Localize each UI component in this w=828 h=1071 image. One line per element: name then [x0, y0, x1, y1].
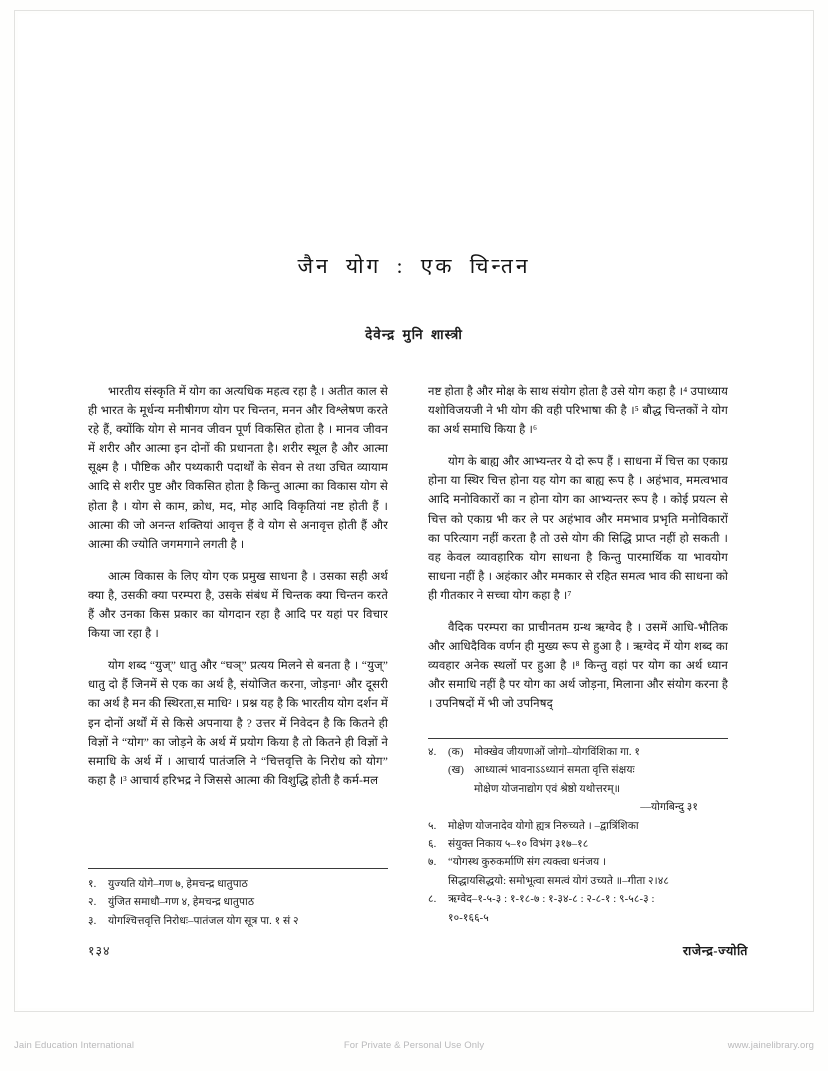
- footnote-item: [88, 876, 398, 893]
- footnote-text: युज्यति योगे–गण ७, हेमचन्द्र धातुपाठ: [108, 879, 248, 890]
- journal-name: राजेन्द्र-ज्योति: [682, 944, 748, 958]
- footnote-item: [428, 818, 740, 835]
- author-byline: देवेन्द्र मुनि शास्त्री: [365, 327, 463, 342]
- footnote-number: ५.: [428, 820, 437, 832]
- paragraph: योग शब्द “युज्” धातु और “घञ्” प्रत्यय मिलने से बनता है । “युज्” धातु दो हैं जिनमें से एक का अर्थ है, संयोजित करना, जोड़ना¹ और दूसरी का अर्थ है मन की स्थिरता,स माधि² । प्रश्न यह है कि भारतीय योग दर्शन में इन दोनों अर्थों में से किसे अपनाया है ? उत्तर में निवेदन है कि कितने ही विज्ञों ने “योग” का जोड़ने के अर्थ में प्रयोग किया है तो कितने ही विज्ञों ने समाधि के अर्थ में । आचार्य पातंजलि ने “चित्तवृत्ति के निरोध को योग” कहा है ।³ आचार्य हरिभद्र ने जिससे आत्मा की विशुद्धि होती है कर्म-मल: [88, 659, 388, 787]
- footnote-source: ––योगबिन्दु ३१: [640, 802, 698, 814]
- right-column-text: [428, 382, 728, 714]
- footnote-text: मोक्खेव जीयणाओं जोगो–योगविंशिका गा. १: [474, 747, 641, 758]
- footnote-item: [428, 799, 740, 816]
- footnote-text: संयुक्त निकाय ५–१० विभंग ३१७–१८: [448, 839, 589, 851]
- footnote-item: [88, 913, 398, 930]
- footnote-text: “योगस्थ कुरुकर्माणि संग त्यक्त्वा धनंजय ।: [448, 857, 607, 869]
- footnote-item: [428, 762, 740, 779]
- paragraph: आत्म विकास के लिए योग एक प्रमुख साधना है । उसका सही अर्थ क्या है, उसकी क्या परम्परा है, उसके संबंध में चिन्तक क्या चिन्तन करते हैं और उनका किस प्रकार का योगदान रहा है आदि पर यहां पर विचार किया जा रहा है ।: [88, 569, 388, 641]
- footnote-divider-left: [88, 868, 388, 869]
- left-column: [88, 382, 388, 803]
- footnote-item: [428, 873, 740, 890]
- footnote-item: [428, 781, 740, 798]
- footnote-number: ६.: [428, 839, 437, 851]
- page-number: १३४: [88, 944, 111, 958]
- scan-footer-website[interactable]: www.jainelibrary.org: [727, 1040, 814, 1051]
- footnote-item: [428, 836, 740, 853]
- paragraph: नष्ट होता है और मोक्ष के साथ संयोग होता है उसे योग कहा है ।⁴ उपाध्याय यशोविजयजी ने भी योग की वही परिभाषा की है ।⁵ बौद्ध चिन्तकों ने योग का अर्थ समाधि किया है ।⁶: [428, 385, 728, 437]
- footnote-item: [428, 891, 740, 908]
- footnote-sublabel: (क): [448, 747, 464, 758]
- footnote-number: ८.: [428, 894, 437, 906]
- footnote-text: सिद्धायसिद्धयो: समोभूत्वा समत्वं योगं उच्यते ॥–गीता २।४८: [448, 875, 669, 887]
- footnote-number: १.: [88, 879, 97, 890]
- footnote-number: ७.: [428, 857, 437, 869]
- footnote-number: ३.: [88, 915, 97, 927]
- left-column-text: [88, 382, 388, 790]
- footnote-number: ४.: [428, 747, 437, 758]
- footnote-text: युंजित समाधौ–गण ४, हेमचन्द्र धातुपाठ: [108, 897, 255, 909]
- footnote-divider-right: [428, 738, 728, 739]
- paragraph: वैदिक परम्परा का प्राचीनतम ग्रन्थ ऋग्वेद है । उसमें आधि-भौतिक और आधिदैविक वर्णन ही मुख्य रूप से हुआ है । ऋग्वेद में योग शब्द का व्यवहार अनेक स्थलों पर हुआ है ।⁸ किन्तु वहां पर योग का अर्थ ध्यान और समाधि नहीं है पर योग का अर्थ जोड़ना, मिलाना और संयोग करना है । उपनिषदों में भी जो उपनिषद्: [428, 621, 728, 711]
- footnote-text: ऋग्वेद–१-५-३ : १-१८-७ : १-३४-८ : २-८-१ : ९-५८-३ :: [448, 894, 655, 906]
- footnote-item: [428, 854, 740, 871]
- footnote-text: १०-१६६-५: [448, 912, 489, 924]
- footnote-item: [88, 894, 398, 911]
- paragraph: योग के बाह्य और आभ्यन्तर ये दो रूप हैं । साधना में चित्त का एकाग्र होना या स्थिर चित्त होना यह योग का बाह्य रूप है । अहंभाव, ममत्वभाव आदि मनोविकारों का न होना योग का आभ्यन्तर रूप है । कोई प्रयत्न से चित्त को एकाग्र भी कर ले पर अहंभाव और ममभाव प्रभृति मनोविकारों का परित्याग नहीं करता है तो उसे योग की सिद्धि प्राप्त नहीं हो सकती । वह केवल व्यावहारिक योग साधना है किन्तु पारमार्थिक या भावयोग साधना नहीं है । अहंकार और ममकार से रहित समत्व भाव की साधना को ही गीतकार ने सच्चा योग कहा है ।⁷: [428, 455, 728, 602]
- footnote-text: मोक्षेण योजनाद्योग एवं श्रेष्ठो यथोत्तरम्॥: [474, 783, 621, 795]
- footnotes-right: [428, 744, 740, 928]
- footnote-item: [428, 744, 740, 761]
- footnote-text: आध्यात्मं भावनाऽऽध्यानं समता वृत्ति संक्षयः: [474, 765, 635, 777]
- page-title: जैन योग : एक चिन्तन: [297, 254, 531, 278]
- scan-footer: [0, 1040, 828, 1062]
- footnote-text: मोक्षेण योजनादेव योगो ह्यत्र निरुच्यते । –द्वात्रिंशिका: [448, 820, 639, 832]
- footnotes-left: [88, 876, 398, 931]
- footnote-text: योगश्चित्तवृत्ति निरोधः–पातंजल योग सूत्र पा. १ सं २: [108, 915, 299, 927]
- scan-footer-usage-notice: For Private & Personal Use Only: [343, 1040, 485, 1051]
- paragraph: भारतीय संस्कृति में योग का अत्यधिक महत्व रहा है । अतीत काल से ही भारत के मूर्धन्य मनीषीगण योग पर चिन्तन, मनन और विश्लेषण करते रहे हैं, क्योंकि योग से मानव जीवन पूर्ण विकसित होता है । मानव जीवन में शरीर और आत्मा इन दोनों की प्रधानता है। शरीर स्थूल है और आत्मा सूक्ष्म है । पौष्टिक और पथ्यकारी पदार्थों के सेवन से तथा उचित व्यायाम आदि से शरीर पुष्ट और विकसित होता है किन्तु आत्मा का विकास योग से होता है । योग से काम, क्रोध, मद, मोह आदि विकृतियां नष्ट होती हैं । आत्मा की जो अनन्त शक्तियां आवृत्त हैं वे योग से अनावृत्त होती हैं और आत्मा की ज्योति जगमगाने लगती है ।: [88, 385, 388, 551]
- scan-footer-organization: Jain Education International: [14, 1040, 135, 1051]
- footnote-item: [428, 910, 740, 927]
- right-column: [428, 382, 728, 727]
- footnote-number: २.: [88, 897, 97, 909]
- footnote-sublabel: (ख): [448, 765, 465, 777]
